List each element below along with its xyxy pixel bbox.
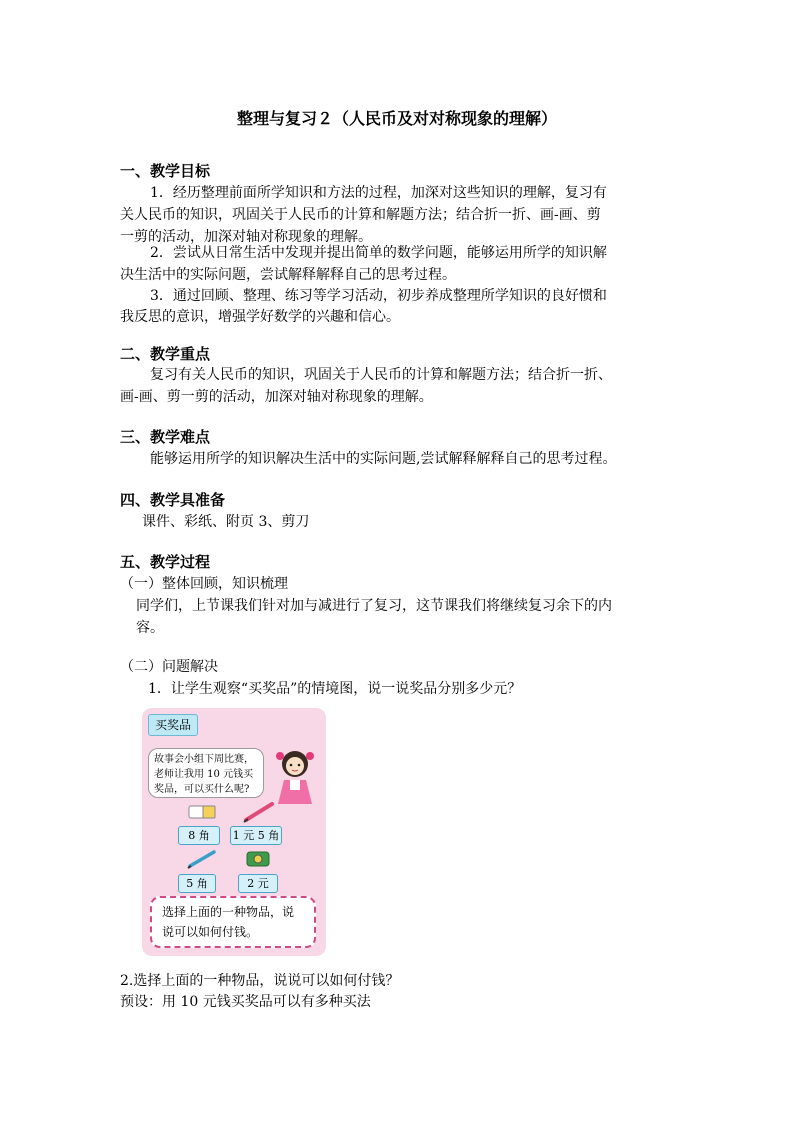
difficult-heading: 三、教学难点: [120, 428, 211, 446]
girl-icon: [270, 746, 320, 808]
goals-line: 2．尝试从日常生活中发现并提出简单的数学问题，能够运用所学的知识解: [150, 245, 607, 261]
question-2: 2.选择上面的一种物品，说说可以如何付钱？: [120, 973, 400, 989]
process-sub1-line: 同学们，上节课我们针对加与减进行了复习，这节课我们将继续复习余下的内: [136, 598, 612, 614]
price-sharpener: 2 元: [238, 874, 278, 893]
speech-bubble: 故事会小组下周比赛，老师让我用 10 元钱买奖品，可以买什么呢?: [148, 748, 264, 798]
process-sub1: （一）整体回顾，知识梳理: [120, 576, 288, 592]
prep-heading: 四、教学具准备: [120, 491, 226, 509]
goals-line: 一剪的活动，加深对轴对称现象的理解。: [120, 229, 372, 245]
shopping-illustration: [142, 708, 326, 956]
illustration-title: 买奖品: [148, 714, 198, 736]
pen-icon: [242, 800, 278, 824]
eraser-icon: [187, 802, 219, 822]
page-title: 整理与复习２（人民币及对对称现象的理解）: [236, 109, 557, 128]
goals-line: 1．经历整理前面所学知识和方法的过程，加深对这些知识的理解，复习有: [150, 185, 607, 201]
process-sub1-line: 容。: [136, 620, 164, 636]
pencil-icon: [186, 848, 218, 870]
preset-line: 预设：用 10 元钱买奖品可以有多种买法: [120, 994, 371, 1010]
key-line: 复习有关人民币的知识，巩固关于人民币的计算和解题方法；结合折一折、: [150, 367, 612, 383]
prompt-box: 选择上面的一种物品，说说可以如何付钱。: [150, 896, 316, 948]
key-heading: 二、教学重点: [120, 345, 211, 363]
goals-line: 我反思的意识，增强学好数学的兴趣和信心。: [120, 309, 400, 325]
price-pencil: 5 角: [178, 874, 216, 893]
process-sub2: （二）问题解决: [120, 659, 218, 675]
goals-heading: 一、教学目标: [120, 162, 211, 180]
goals-line: 关人民币的知识，巩固关于人民币的计算和解题方法；结合折一折、画-画、剪: [120, 207, 601, 223]
sharpener-icon: [244, 848, 272, 870]
price-eraser: 8 角: [178, 826, 220, 845]
difficult-line: 能够运用所学的知识解决生活中的实际问题,尝试解释解释自己的思考过程。: [150, 451, 617, 467]
price-pen: 1 元 5 角: [230, 826, 282, 845]
process-heading: 五、教学过程: [120, 553, 211, 571]
goals-line: 3．通过回顾、整理、练习等学习活动，初步养成整理所学知识的良好惯和: [150, 288, 607, 304]
question-1: 1．让学生观察“买奖品”的情境图，说一说奖品分别多少元？: [148, 681, 522, 697]
key-line: 画-画、剪一剪的活动，加深对轴对称现象的理解。: [120, 389, 433, 405]
goals-line: 决生活中的实际问题，尝试解释解释自己的思考过程。: [120, 267, 456, 283]
prep-line: 课件、彩纸、附页 3、剪刀: [142, 514, 310, 530]
